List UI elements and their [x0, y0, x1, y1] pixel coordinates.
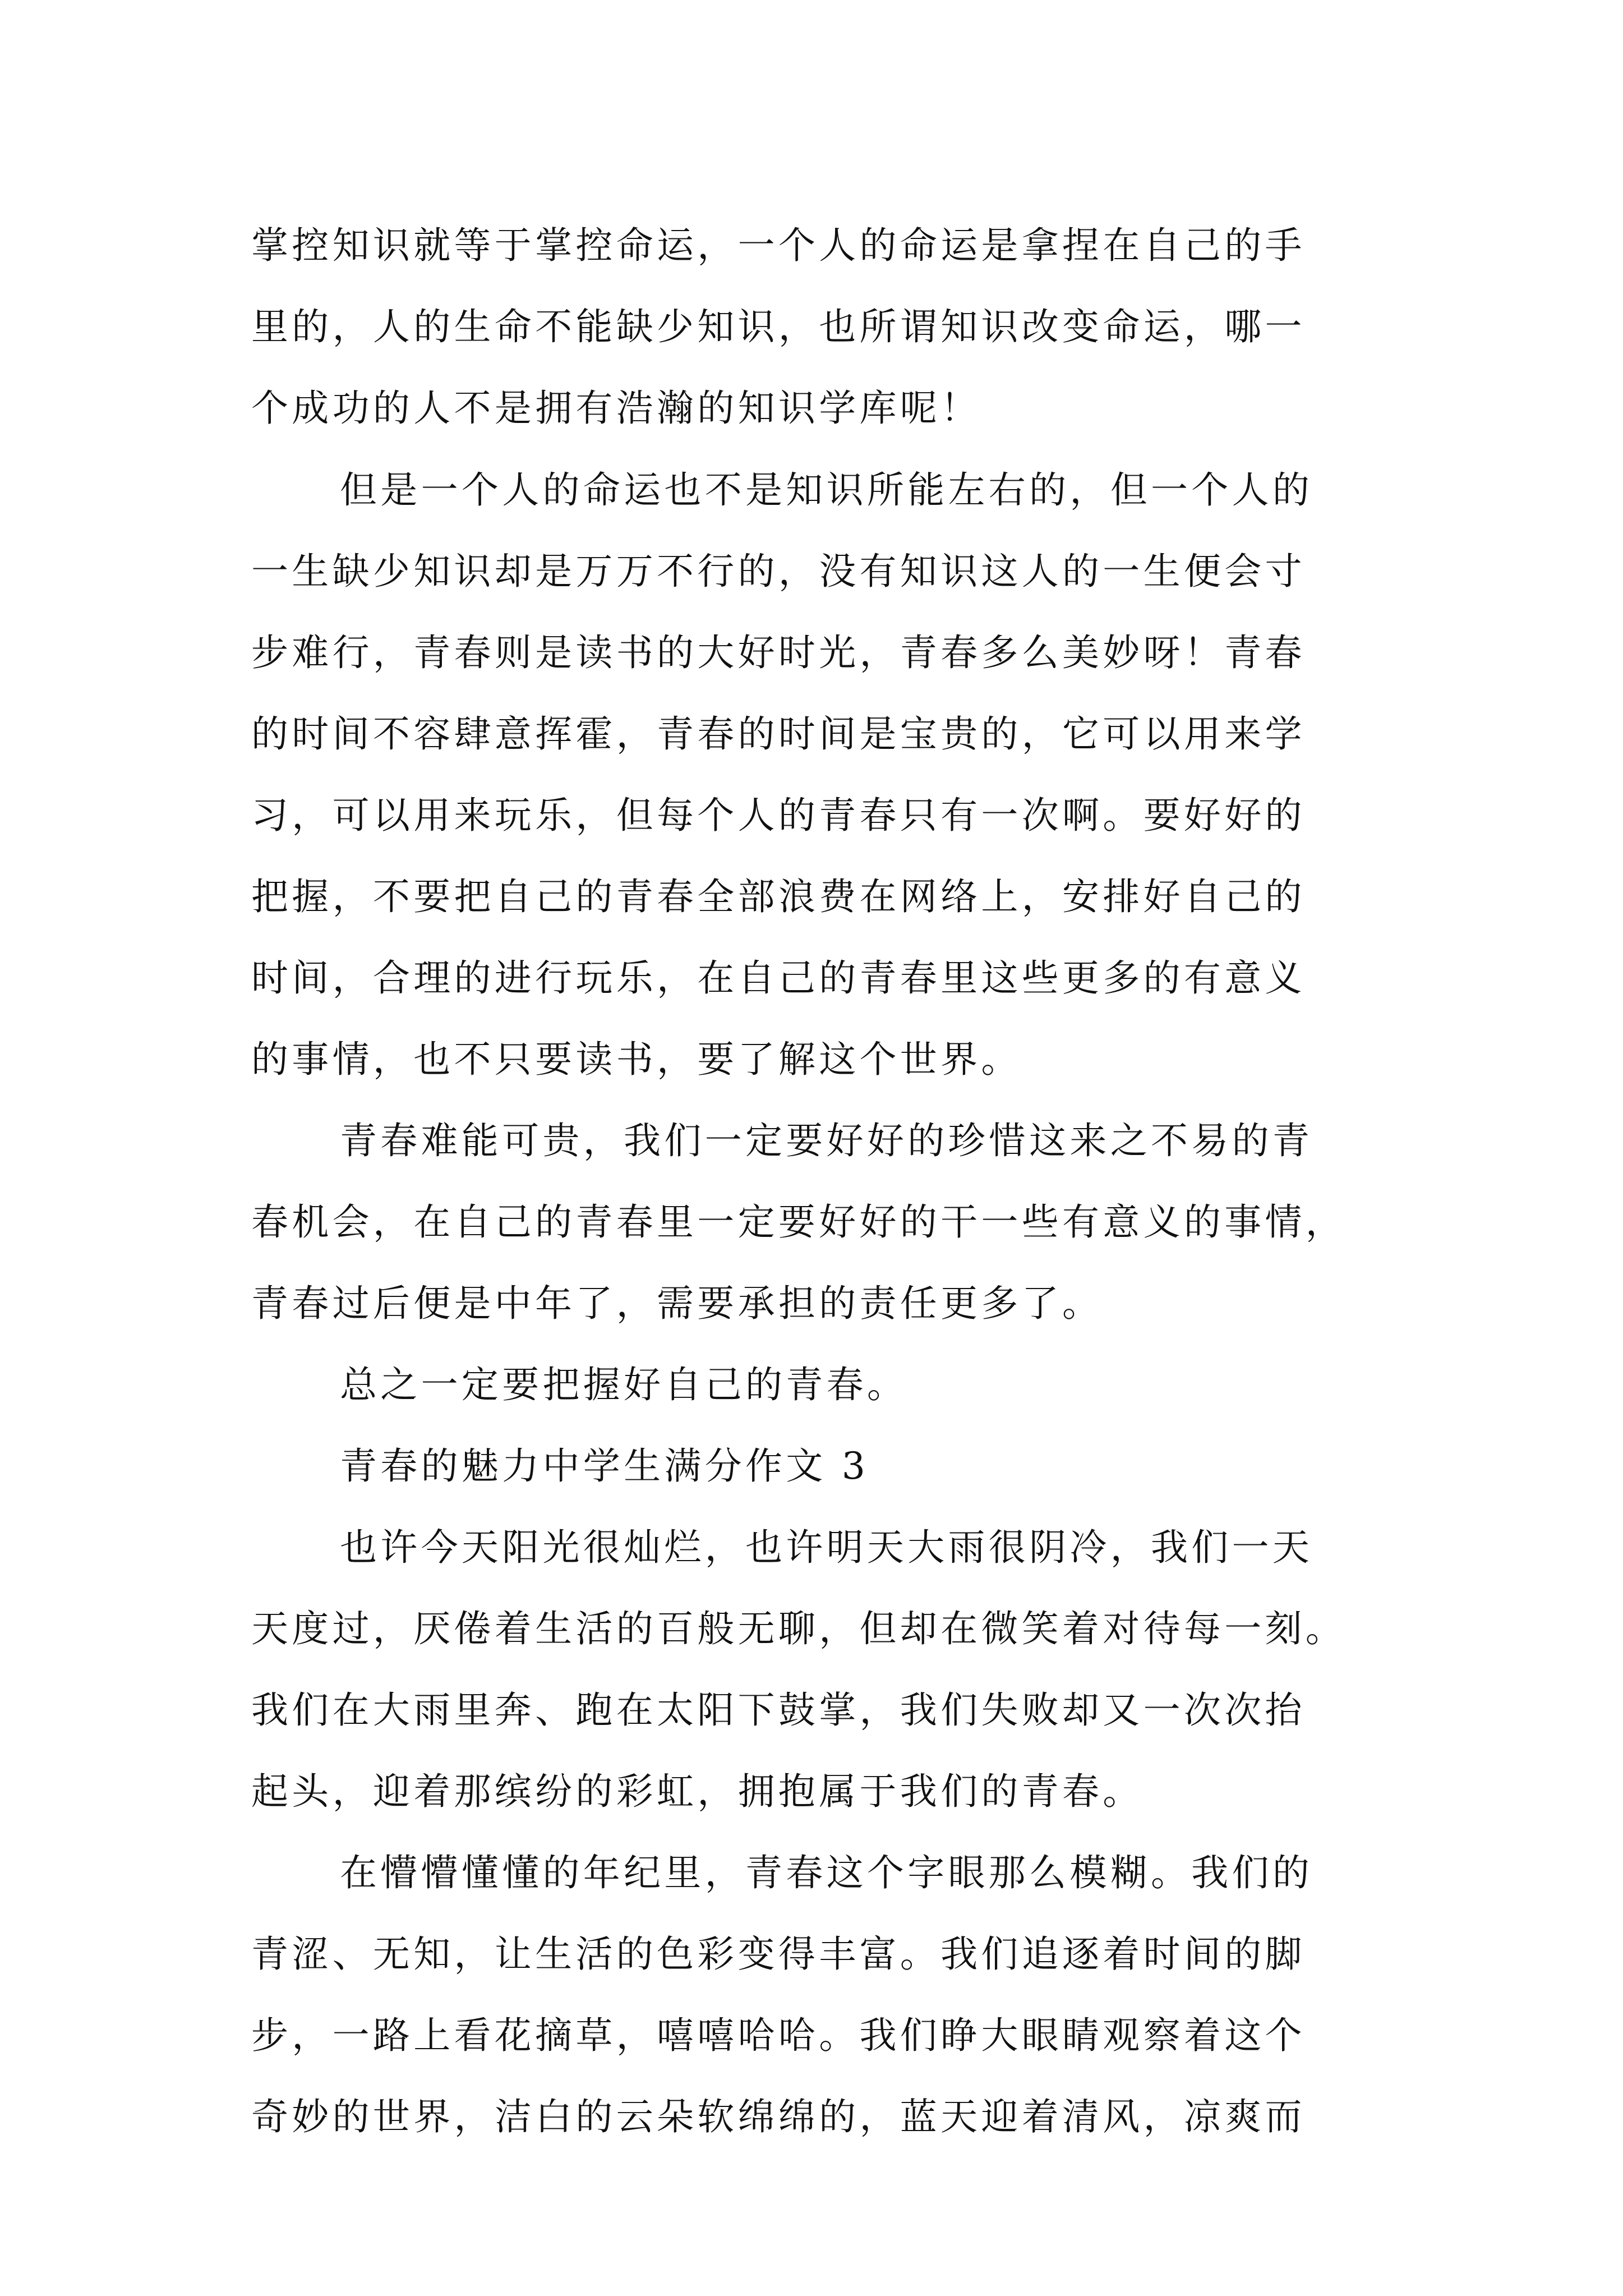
text-line: 习，可以用来玩乐，但每个人的青春只有一次啊。要好好的: [251, 794, 1306, 837]
text-line: 青春过后便是中年了，需要承担的责任更多了。: [251, 1282, 1103, 1325]
text-line: 步，一路上看花摘草，嘻嘻哈哈。我们睁大眼睛观察着这个: [251, 2014, 1306, 2057]
text-line: 步难行，青春则是读书的大好时光，青春多么美妙呀！青春: [251, 631, 1306, 674]
text-line: 时间，合理的进行玩乐，在自己的青春里这些更多的有意义: [251, 956, 1306, 1000]
text-line: 总之一定要把握好自己的青春。: [340, 1363, 908, 1406]
text-line: 也许今天阳光很灿烂，也许明天大雨很阴冷，我们一天: [340, 1526, 1313, 1569]
text-line: 青涩、无知，让生活的色彩变得丰富。我们追逐着时间的脚: [251, 1932, 1306, 1976]
text-line: 一生缺少知识却是万万不行的，没有知识这人的一生便会寸: [251, 550, 1306, 593]
text-line: 但是一个人的命运也不是知识所能左右的，但一个人的: [340, 468, 1313, 512]
text-line: 在懵懵懂懂的年纪里，青春这个字眼那么模糊。我们的: [340, 1851, 1313, 1894]
text-line: 天度过，厌倦着生活的百般无聊，但却在微笑着对待每一刻。: [251, 1607, 1347, 1650]
text-line: 我们在大雨里奔、跑在太阳下鼓掌，我们失败却又一次次抬: [251, 1688, 1306, 1732]
text-line: 起头，迎着那缤纷的彩虹，拥抱属于我们的青春。: [251, 1770, 1144, 1813]
text-line: 青春难能可贵，我们一定要好好的珍惜这来之不易的青: [340, 1119, 1313, 1162]
text-line: 里的，人的生命不能缺少知识，也所谓知识改变命运，哪一: [251, 305, 1306, 348]
text-line: 奇妙的世界，洁白的云朵软绵绵的，蓝天迎着清风，凉爽而: [251, 2095, 1306, 2138]
text-line: 个成功的人不是拥有浩瀚的知识学库呢！: [251, 386, 981, 430]
text-line: 的时间不容肆意挥霍，青春的时间是宝贵的，它可以用来学: [251, 712, 1306, 756]
text-line: 掌控知识就等于掌控命运，一个人的命运是拿捏在自己的手: [251, 224, 1306, 267]
section-heading: 青春的魅力中学生满分作文 3: [340, 1444, 869, 1488]
text-line: 的事情，也不只要读书，要了解这个世界。: [251, 1038, 1022, 1081]
text-line: 春机会，在自己的青春里一定要好好的干一些有意义的事情，: [251, 1200, 1347, 1244]
text-line: 把握，不要把自己的青春全部浪费在网络上，安排好自己的: [251, 875, 1306, 918]
